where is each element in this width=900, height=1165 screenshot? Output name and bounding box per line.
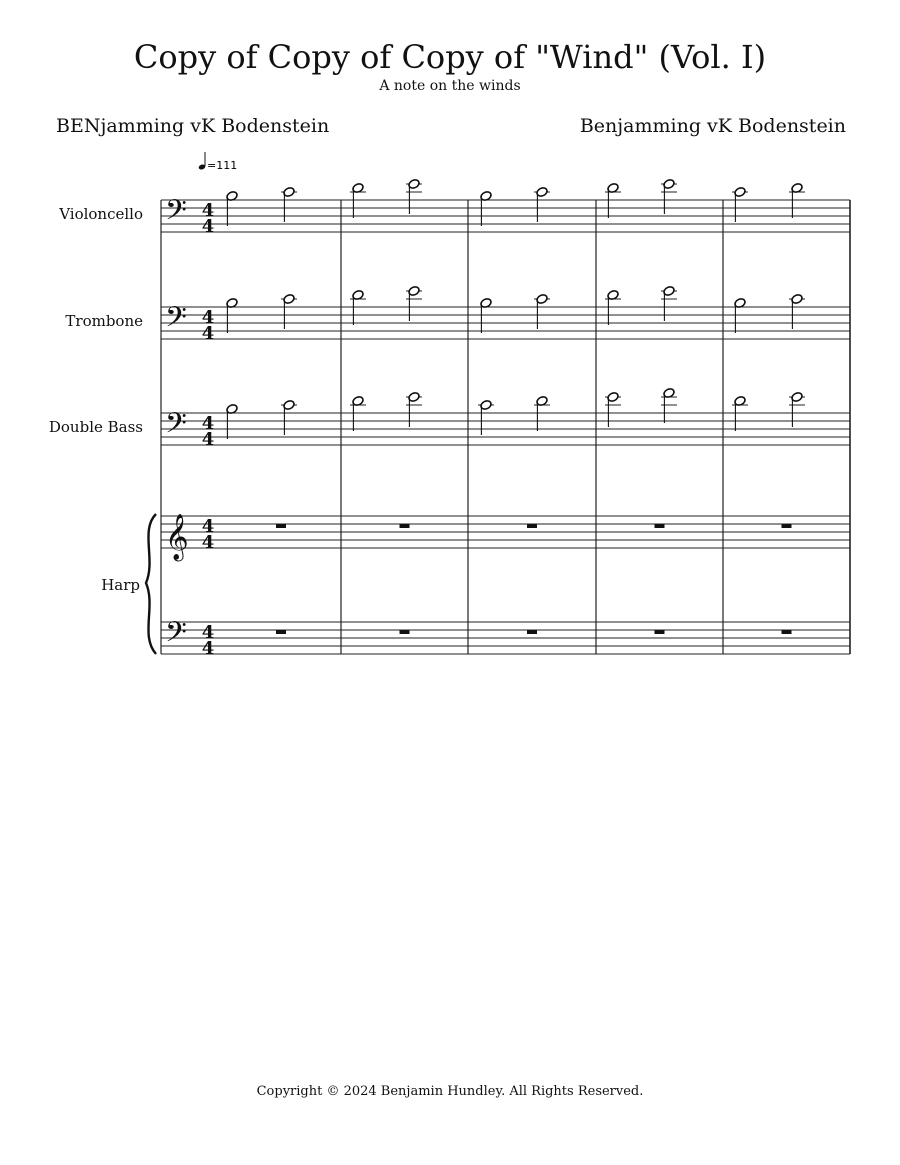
whole-rest: [527, 630, 537, 634]
score-subtitle: A note on the winds: [379, 78, 521, 94]
time-signature-numerator: 4: [201, 413, 215, 434]
whole-rest: [276, 630, 286, 634]
whole-rest: [655, 630, 665, 634]
whole-rest: [400, 524, 410, 528]
whole-rest: [655, 524, 665, 528]
lyricist-credit: BENjamming vK Bodenstein: [56, 115, 330, 137]
bass-clef-icon: 𝄢: [165, 616, 187, 656]
time-signature-numerator: 4: [201, 622, 215, 643]
time-signature-denominator: 4: [201, 532, 215, 553]
harp-brace: [146, 514, 156, 654]
bass-clef-icon: 𝄢: [165, 194, 187, 234]
time-signature-numerator: 4: [201, 516, 215, 537]
whole-rest: [400, 630, 410, 634]
tempo-value: =111: [207, 159, 238, 172]
bass-clef-icon: 𝄢: [165, 301, 187, 341]
whole-rest: [276, 524, 286, 528]
instrument-label-violoncello: Violoncello: [59, 205, 143, 223]
whole-rest: [782, 630, 792, 634]
instrument-label-harp: Harp: [101, 576, 140, 594]
staff-lines: [161, 200, 850, 654]
bass-clef-icon: 𝄢: [165, 407, 187, 447]
time-signature-numerator: 4: [201, 307, 215, 328]
treble-clef-icon: 𝄞: [165, 514, 189, 560]
time-signature-denominator: 4: [201, 216, 215, 237]
tempo-marking: [198, 152, 237, 172]
time-signature-numerator: 4: [201, 200, 215, 221]
instrument-label-trombone: Trombone: [65, 312, 143, 330]
time-signature-denominator: 4: [201, 638, 215, 659]
whole-rest: [782, 524, 792, 528]
barlines: [161, 200, 850, 654]
copyright-notice: Copyright © 2024 Benjamin Hundley. All Rights Reserved.: [256, 1084, 644, 1099]
whole-rest: [527, 524, 537, 528]
score-title: Copy of Copy of Copy of "Wind" (Vol. I): [133, 38, 767, 76]
time-signature-denominator: 4: [201, 429, 215, 450]
time-signature-denominator: 4: [201, 323, 215, 344]
instrument-label-double-bass: Double Bass: [48, 418, 143, 436]
clefs: [165, 194, 189, 656]
time-signatures: [202, 200, 215, 659]
notes: [226, 178, 805, 439]
composer-credit: Benjamming vK Bodenstein: [579, 115, 846, 137]
